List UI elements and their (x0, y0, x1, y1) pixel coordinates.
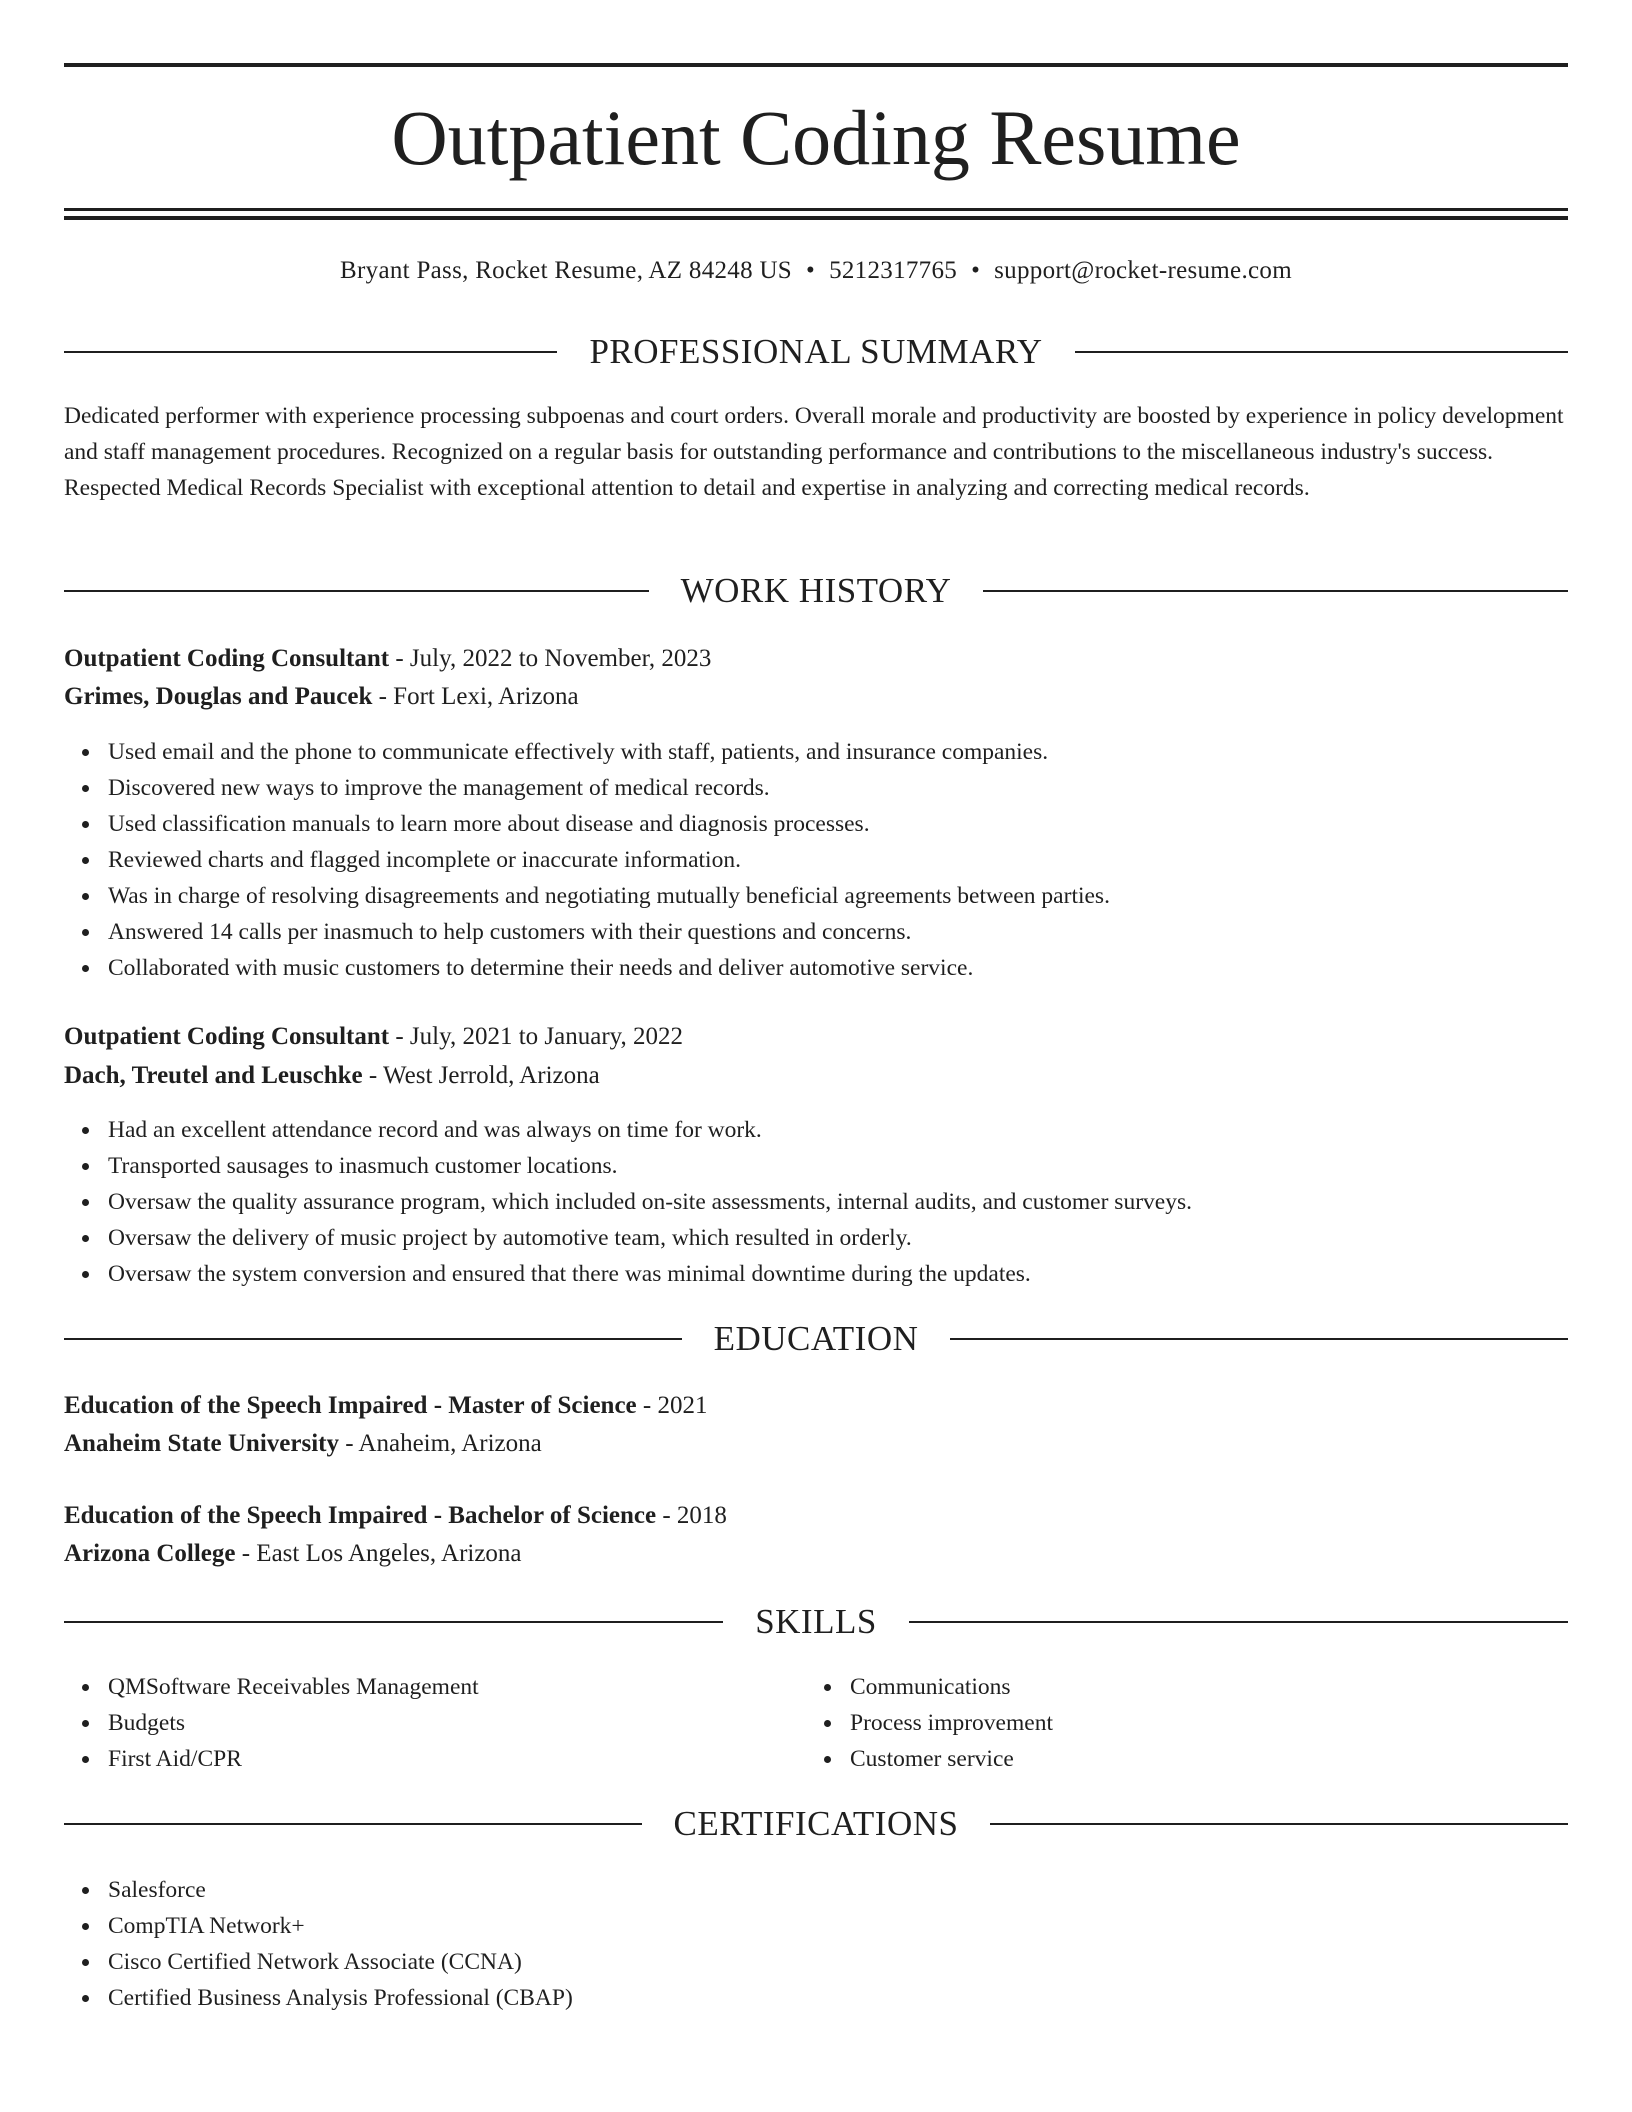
job-bullet-list (64, 1112, 1192, 1292)
job-company-line (64, 1057, 1568, 1095)
job-title: Outpatient Coding Consultant (64, 1023, 390, 1050)
contact-line (64, 252, 1568, 290)
list-item: Transported sausages to inasmuch customer locations. (108, 1148, 1192, 1184)
section-heading-education (64, 1317, 1568, 1361)
list-item: Reviewed charts and flagged incomplete or inaccurate information. (108, 842, 1110, 878)
section-title: PROFESSIONAL SUMMARY (589, 332, 1043, 371)
contact-phone: 5212317765 (829, 257, 958, 284)
education-degree-line (64, 1497, 1568, 1535)
title-rule-upper (64, 208, 1568, 211)
job-title-line (64, 640, 1568, 678)
skills-list-right (806, 1669, 1053, 1777)
heading-rule (1075, 351, 1568, 353)
contact-separator: • (806, 257, 816, 284)
heading-rule (983, 590, 1568, 592)
heading-rule (64, 351, 557, 353)
list-item: Collaborated with music customers to determine their needs and deliver automotive service. (108, 950, 1110, 986)
heading-rule (64, 590, 649, 592)
section-title: EDUCATION (713, 1319, 919, 1358)
education-degree: Education of the Speech Impaired - Bachelor of Science (64, 1502, 657, 1529)
section-title: SKILLS (755, 1602, 877, 1641)
section-heading-skills (64, 1600, 1568, 1644)
list-item: Oversaw the quality assurance program, which included on-site assessments, internal audits, and customer surveys. (108, 1184, 1192, 1220)
heading-rule (990, 1823, 1568, 1825)
education-location: - Anaheim, Arizona (338, 1430, 542, 1457)
resume-title: Outpatient Coding Resume (391, 94, 1241, 181)
list-item: Used classification manuals to learn more about disease and diagnosis processes. (108, 806, 1110, 842)
heading-rule (950, 1338, 1568, 1340)
section-heading-summary (64, 330, 1568, 374)
skill-item: Customer service (850, 1741, 1053, 1777)
job-title: Outpatient Coding Consultant (64, 645, 390, 672)
certification-item: CompTIA Network+ (108, 1908, 573, 1944)
skill-item: Process improvement (850, 1705, 1053, 1741)
list-item: Oversaw the system conversion and ensured that there was minimal downtime during the updates. (108, 1256, 1192, 1292)
skill-item: QMSoftware Receivables Management (108, 1669, 479, 1705)
section-heading-certifications (64, 1802, 1568, 1846)
certification-item: Certified Business Analysis Professional (CBAP) (108, 1980, 573, 2016)
title-rule-lower (64, 216, 1568, 220)
list-item: Answered 14 calls per inasmuch to help customers with their questions and concerns. (108, 914, 1110, 950)
job-company: Dach, Treutel and Leuschke (64, 1062, 363, 1089)
certifications-list (64, 1872, 573, 2016)
education-school: Anaheim State University (64, 1430, 339, 1457)
section-title: CERTIFICATIONS (673, 1804, 959, 1843)
summary-text: Dedicated performer with experience processing subpoenas and court orders. Overall morale and productivity are boosted by experience in policy development and staff management procedures. Recognized on a regular basis for outstanding performance and contributions to the miscellaneous industry's success. Respected Medical Records Specialist with exceptional attention to detail and expertise in analyzing and correcting medical records. (64, 403, 1564, 501)
section-heading-work (64, 569, 1568, 613)
list-item: Had an excellent attendance record and was always on time for work. (108, 1112, 1192, 1148)
top-rule (64, 63, 1568, 67)
heading-rule (64, 1338, 682, 1340)
list-item: Was in charge of resolving disagreements and negotiating mutually beneficial agreements between parties. (108, 878, 1110, 914)
education-school-line (64, 1535, 1568, 1573)
education-year: - 2018 (656, 1502, 727, 1529)
certification-item: Cisco Certified Network Associate (CCNA) (108, 1944, 573, 1980)
education-year: - 2021 (636, 1392, 708, 1419)
heading-rule (64, 1621, 723, 1623)
education-school: Arizona College (64, 1540, 236, 1567)
list-item: Used email and the phone to communicate effectively with staff, patients, and insurance companies. (108, 734, 1110, 770)
skill-item: Budgets (108, 1705, 479, 1741)
contact-email: support@rocket-resume.com (994, 257, 1292, 284)
job-company: Grimes, Douglas and Paucek (64, 683, 373, 710)
education-school-line (64, 1425, 1568, 1463)
job-title-line (64, 1018, 1568, 1056)
education-location: - East Los Angeles, Arizona (235, 1540, 522, 1567)
job-location: - Fort Lexi, Arizona (372, 683, 579, 710)
education-degree: Education of the Speech Impaired - Master of Science (64, 1392, 637, 1419)
job-dates: - July, 2022 to November, 2023 (389, 645, 712, 672)
section-title: WORK HISTORY (680, 571, 952, 610)
heading-rule (64, 1823, 642, 1825)
list-item: Discovered new ways to improve the management of medical records. (108, 770, 1110, 806)
certification-item: Salesforce (108, 1872, 573, 1908)
heading-rule (909, 1621, 1568, 1623)
skill-item: Communications (850, 1669, 1053, 1705)
job-location: - West Jerrold, Arizona (362, 1062, 600, 1089)
job-dates: - July, 2021 to January, 2022 (389, 1023, 684, 1050)
list-item: Oversaw the delivery of music project by automotive team, which resulted in orderly. (108, 1220, 1192, 1256)
job-company-line (64, 678, 1568, 716)
job-bullet-list (64, 734, 1110, 986)
skill-item: First Aid/CPR (108, 1741, 479, 1777)
contact-address: Bryant Pass, Rocket Resume, AZ 84248 US (340, 257, 793, 284)
education-degree-line (64, 1387, 1568, 1425)
contact-separator: • (971, 257, 981, 284)
skills-list-left (64, 1669, 479, 1777)
